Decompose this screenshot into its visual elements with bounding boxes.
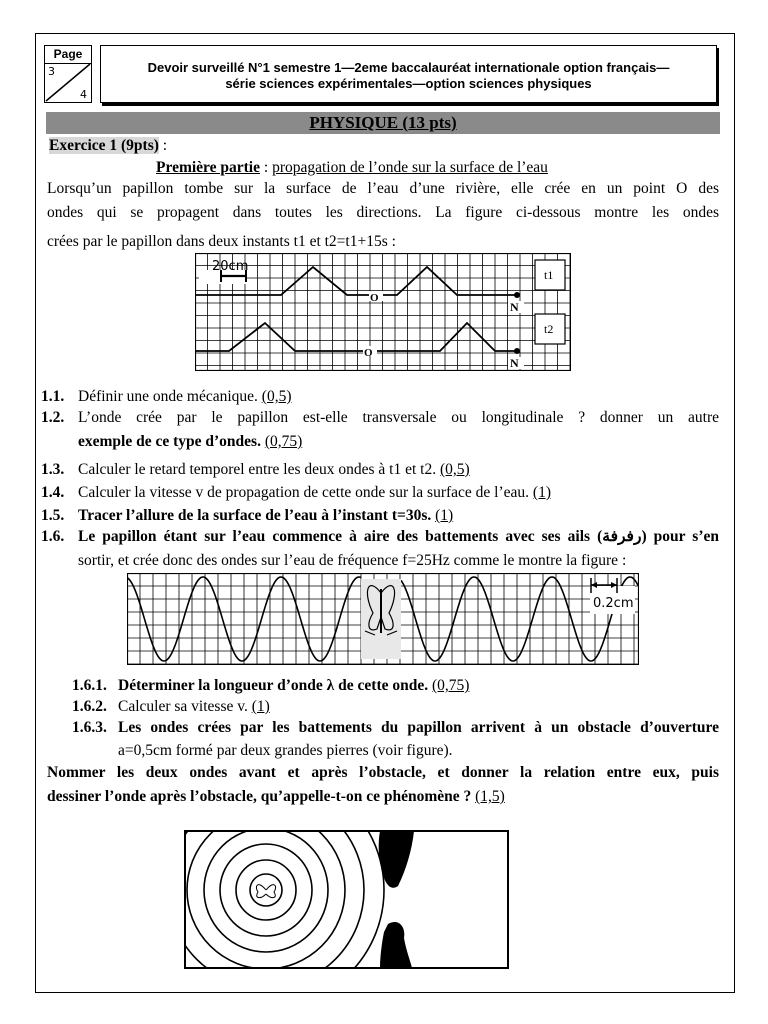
question-1-6-1 xyxy=(72,676,469,695)
part-subtitle: propagation de l’onde sur la surface de l’eau xyxy=(272,159,548,176)
question-points: (0,5) xyxy=(261,388,292,405)
question-points: (0,75) xyxy=(264,433,303,450)
question-text: L’onde crée par le papillon est-elle transversale ou longitudinale ? donner un autre xyxy=(78,409,719,426)
page-total: 4 xyxy=(80,88,87,101)
part-separator: : xyxy=(260,159,273,176)
question-points: (0,75) xyxy=(432,677,470,694)
question-1-6-3 xyxy=(72,717,719,739)
question-text-cont: exemple de ce type d’ondes. xyxy=(78,433,261,450)
question-text: Calculer la vitesse v de propagation de cette onde sur la surface de l’eau. xyxy=(78,484,530,501)
final-line-1: Nommer les deux ondes avant et après l’obstacle, et donner la relation entre eux, puis xyxy=(47,764,719,781)
section-title: PHYSIQUE (13 pts) xyxy=(309,113,457,132)
figure-sinusoidal-waves xyxy=(127,573,639,665)
question-number: 1.4. xyxy=(41,484,65,501)
question-text: Les ondes crées par les battements du papillon arrivent à un obstacle d’ouverture xyxy=(118,719,719,736)
question-number: 1.6. xyxy=(41,528,65,545)
question-points: (1) xyxy=(435,507,454,524)
figure1-point-o-t2: O xyxy=(364,347,373,359)
page-current: 3 xyxy=(48,65,55,78)
final-line-2 xyxy=(47,787,505,806)
figure1-point-n-t1: N xyxy=(510,300,519,314)
section-title-bar xyxy=(46,112,720,134)
question-number: 1.6.3. xyxy=(72,719,107,736)
figure1-label-t1: t1 xyxy=(544,268,554,282)
question-number: 1.1. xyxy=(41,388,65,405)
question-points: (1) xyxy=(251,698,270,715)
question-1-4 xyxy=(41,483,551,502)
page-number-box xyxy=(44,45,92,103)
figure1-point-n-t2: N xyxy=(510,356,519,370)
question-text: Définir une onde mécanique. xyxy=(78,388,258,405)
question-text: Calculer sa vitesse v. xyxy=(118,698,248,715)
figure1-point-o-t1: O xyxy=(370,292,379,304)
header-line-1: Devoir surveillé N°1 semestre 1—2eme baccalauréat internationale option français— xyxy=(147,60,670,75)
page-label: Page xyxy=(45,46,91,64)
question-number: 1.2. xyxy=(41,409,65,426)
question-text: Le papillon étant sur l’eau commence à aire des battements avec ses ails (رفرفة) pour s’en xyxy=(78,528,719,545)
figure1-label-t2: t2 xyxy=(544,322,554,336)
question-1-2-cont xyxy=(78,432,302,451)
intro-line-2: ondes qui se propagent dans toutes les directions. La figure ci-dessous montre les ondes xyxy=(47,204,719,221)
figure2-scale-label: 0.2cm xyxy=(593,596,634,611)
final-text: dessiner l’onde après l’obstacle, qu’appelle-t-on ce phénomène ? xyxy=(47,788,472,805)
header-line-2: série sciences expérimentales—option sciences physiques xyxy=(225,76,592,91)
exercise-title: Exercice 1 (9pts) xyxy=(49,137,159,154)
question-text-cont: a=0,5cm formé par deux grandes pierres (voir figure). xyxy=(118,742,453,759)
part-title: Première partie xyxy=(156,159,260,176)
question-number: 1.5. xyxy=(41,507,65,524)
exercise-colon: : xyxy=(158,137,168,154)
figure1-scale-label: 20cm xyxy=(212,259,249,274)
question-1-2 xyxy=(41,407,719,429)
exercise-title-line xyxy=(49,136,167,155)
question-number: 1.6.2. xyxy=(72,698,107,715)
question-text: Tracer l’allure de la surface de l’eau à l’instant t=30s. xyxy=(78,507,432,524)
exam-header xyxy=(100,45,717,103)
question-text: Déterminer la longueur d’onde λ de cette onde. xyxy=(118,677,429,694)
final-points: (1,5) xyxy=(475,788,505,805)
intro-line-1: Lorsqu’un papillon tombe sur la surface de l’eau d’une rivière, elle crée en un point O des xyxy=(47,180,719,197)
question-number: 1.3. xyxy=(41,461,65,478)
part-title-line xyxy=(156,158,548,177)
question-1-5 xyxy=(41,506,453,525)
question-1-6-2 xyxy=(72,697,270,716)
question-points: (0,5) xyxy=(439,461,470,478)
question-text: Calculer le retard temporel entre les deux ondes à t1 et t2. xyxy=(78,461,437,478)
question-1-3 xyxy=(41,460,470,479)
butterfly-icon xyxy=(361,579,401,659)
question-number: 1.6.1. xyxy=(72,677,107,694)
intro-line-3: crées par le papillon dans deux instants t1 et t2=t1+15s : xyxy=(47,233,396,250)
question-1-6-3-cont xyxy=(118,741,453,760)
question-text-cont: sortir, et crée donc des ondes sur l’eau de fréquence f=25Hz comme le montre la figure : xyxy=(78,552,627,569)
question-1-6-cont xyxy=(78,551,626,570)
figure-wave-snapshots xyxy=(195,253,571,371)
question-1-6 xyxy=(41,526,719,548)
figure-obstacle xyxy=(184,830,509,969)
question-1-1 xyxy=(41,387,291,406)
question-points: (1) xyxy=(532,484,551,501)
